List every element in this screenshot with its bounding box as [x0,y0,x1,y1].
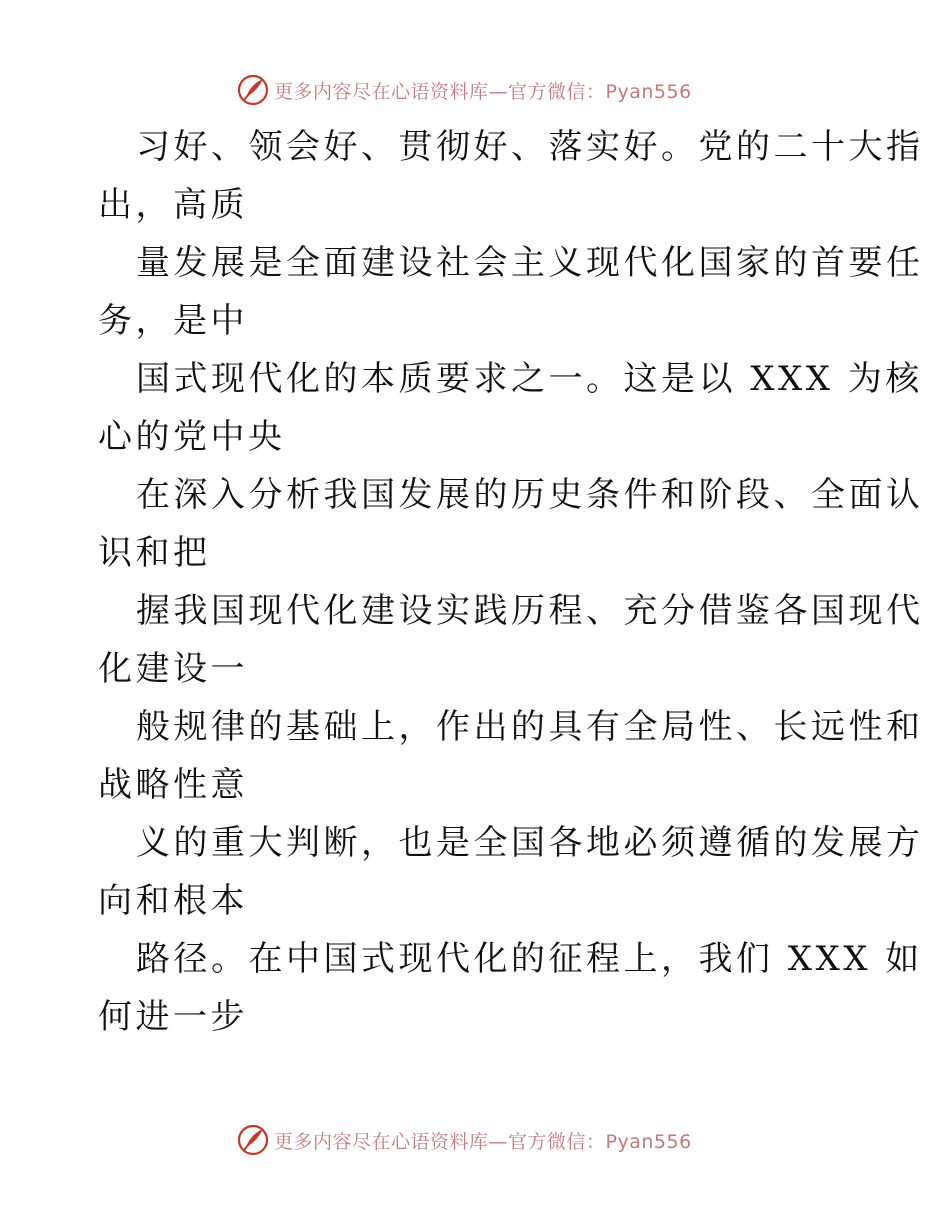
header-banner-text: 更多内容尽在心语资料库—官方微信：Pyan556 [274,80,692,103]
text-line: 化建设一 [98,649,248,689]
text-line: 向和根本 [98,881,248,921]
text-line: 务，是中 [98,301,248,341]
text-line: 在深入分析我国发展的历史条件和阶段、全面认 [136,475,924,515]
quill-logo-icon [236,1123,270,1157]
text-line: 量发展是全面建设社会主义现代化国家的首要任 [136,243,924,283]
text-line: 握我国现代化建设实践历程、充分借鉴各国现代 [136,591,924,631]
footer-banner [236,1122,692,1158]
text-line: 战略性意 [98,765,248,805]
text-line: 义的重大判断，也是全国各地必须遵循的发展方 [136,823,924,863]
footer-banner-text: 更多内容尽在心语资料库—官方微信：Pyan556 [274,1130,692,1153]
quill-logo-icon [236,73,270,107]
text-line: 般规律的基础上，作出的具有全局性、长远性和 [136,707,924,747]
text-line: 习好、领会好、贯彻好、落实好。党的二十大指 [136,127,924,167]
text-line: 国式现代化的本质要求之一。这是以 XXX 为核 [136,359,923,399]
text-line: 出，高质 [98,185,248,225]
text-line: 路径。在中国式现代化的征程上，我们 XXX 如 [136,939,923,979]
text-line: 何进一步 [98,997,248,1037]
header-banner [236,72,692,108]
text-line: 识和把 [98,533,211,573]
text-line: 心的党中央 [98,417,286,457]
